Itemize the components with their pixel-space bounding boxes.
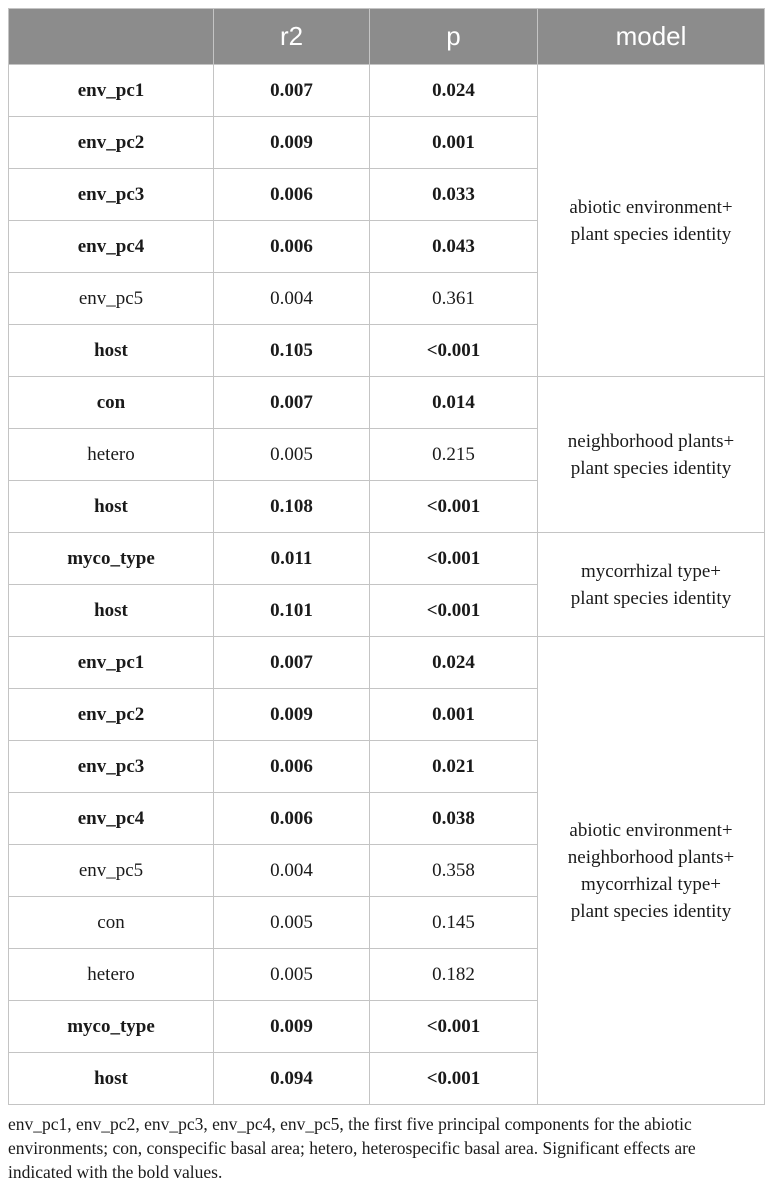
- cell-variable: env_pc4: [9, 221, 214, 273]
- cell-r2: 0.006: [214, 169, 370, 221]
- cell-p: 0.145: [370, 897, 538, 949]
- cell-r2: 0.007: [214, 637, 370, 689]
- header-variable: [9, 9, 214, 65]
- cell-p: 0.033: [370, 169, 538, 221]
- model-line: plant species identity: [570, 457, 732, 479]
- table-footnote: env_pc1, env_pc2, env_pc3, env_pc4, env_pc5, the first five principal components for the abiotic environments; con, conspecific basal area; hetero, heterospecific basal area. Significant effects are indicated with the bold values.: [8, 1114, 696, 1182]
- cell-r2: 0.011: [214, 533, 370, 585]
- header-model: model: [538, 9, 765, 65]
- cell-variable: env_pc3: [9, 741, 214, 793]
- cell-p: <0.001: [370, 585, 538, 637]
- cell-p: 0.182: [370, 949, 538, 1001]
- cell-p: <0.001: [370, 1001, 538, 1053]
- cell-model: [538, 377, 765, 533]
- cell-model: [538, 533, 765, 637]
- cell-r2: 0.101: [214, 585, 370, 637]
- table-body: [9, 65, 765, 1105]
- cell-r2: 0.004: [214, 273, 370, 325]
- cell-variable: host: [9, 325, 214, 377]
- table-row: [9, 637, 765, 689]
- table-row: [9, 377, 765, 429]
- cell-model: [538, 637, 765, 1105]
- cell-r2: 0.006: [214, 221, 370, 273]
- model-line: plant species identity: [570, 223, 732, 245]
- cell-variable: hetero: [9, 429, 214, 481]
- cell-p: 0.038: [370, 793, 538, 845]
- cell-p: <0.001: [370, 533, 538, 585]
- cell-r2: 0.005: [214, 897, 370, 949]
- cell-model: [538, 65, 765, 377]
- header-r2: r2: [214, 9, 370, 65]
- header-p: p: [370, 9, 538, 65]
- results-table: [8, 8, 765, 1105]
- model-line: neighborhood plants+: [567, 430, 735, 452]
- cell-r2: 0.108: [214, 481, 370, 533]
- cell-p: 0.215: [370, 429, 538, 481]
- cell-r2: 0.105: [214, 325, 370, 377]
- cell-variable: host: [9, 1053, 214, 1105]
- cell-p: <0.001: [370, 481, 538, 533]
- cell-p: 0.024: [370, 637, 538, 689]
- cell-r2: 0.005: [214, 429, 370, 481]
- cell-p: <0.001: [370, 325, 538, 377]
- cell-p: 0.024: [370, 65, 538, 117]
- cell-p: 0.021: [370, 741, 538, 793]
- cell-variable: env_pc2: [9, 689, 214, 741]
- table-row: [9, 533, 765, 585]
- cell-variable: env_pc3: [9, 169, 214, 221]
- model-line: mycorrhizal type+: [581, 873, 721, 895]
- model-line: neighborhood plants+: [567, 846, 735, 868]
- table-row: [9, 65, 765, 117]
- cell-variable: hetero: [9, 949, 214, 1001]
- model-line: abiotic environment+: [569, 819, 733, 841]
- cell-variable: host: [9, 585, 214, 637]
- cell-r2: 0.009: [214, 117, 370, 169]
- cell-p: 0.361: [370, 273, 538, 325]
- cell-r2: 0.004: [214, 845, 370, 897]
- cell-variable: env_pc4: [9, 793, 214, 845]
- cell-r2: 0.094: [214, 1053, 370, 1105]
- model-line: plant species identity: [570, 900, 732, 922]
- cell-variable: myco_type: [9, 1001, 214, 1053]
- cell-variable: myco_type: [9, 533, 214, 585]
- cell-p: 0.001: [370, 117, 538, 169]
- cell-r2: 0.005: [214, 949, 370, 1001]
- cell-variable: con: [9, 897, 214, 949]
- cell-r2: 0.007: [214, 377, 370, 429]
- cell-variable: env_pc2: [9, 117, 214, 169]
- cell-variable: env_pc1: [9, 637, 214, 689]
- cell-r2: 0.006: [214, 793, 370, 845]
- cell-p: <0.001: [370, 1053, 538, 1105]
- cell-p: 0.001: [370, 689, 538, 741]
- model-line: plant species identity: [570, 587, 732, 609]
- model-line: abiotic environment+: [569, 196, 733, 218]
- cell-p: 0.014: [370, 377, 538, 429]
- table-header: [9, 9, 765, 65]
- cell-variable: env_pc5: [9, 845, 214, 897]
- cell-p: 0.358: [370, 845, 538, 897]
- model-line: mycorrhizal type+: [581, 560, 721, 582]
- cell-r2: 0.009: [214, 689, 370, 741]
- cell-variable: env_pc5: [9, 273, 214, 325]
- cell-variable: env_pc1: [9, 65, 214, 117]
- header-row: [9, 9, 765, 65]
- cell-r2: 0.006: [214, 741, 370, 793]
- cell-p: 0.043: [370, 221, 538, 273]
- cell-variable: host: [9, 481, 214, 533]
- cell-variable: con: [9, 377, 214, 429]
- cell-r2: 0.009: [214, 1001, 370, 1053]
- cell-r2: 0.007: [214, 65, 370, 117]
